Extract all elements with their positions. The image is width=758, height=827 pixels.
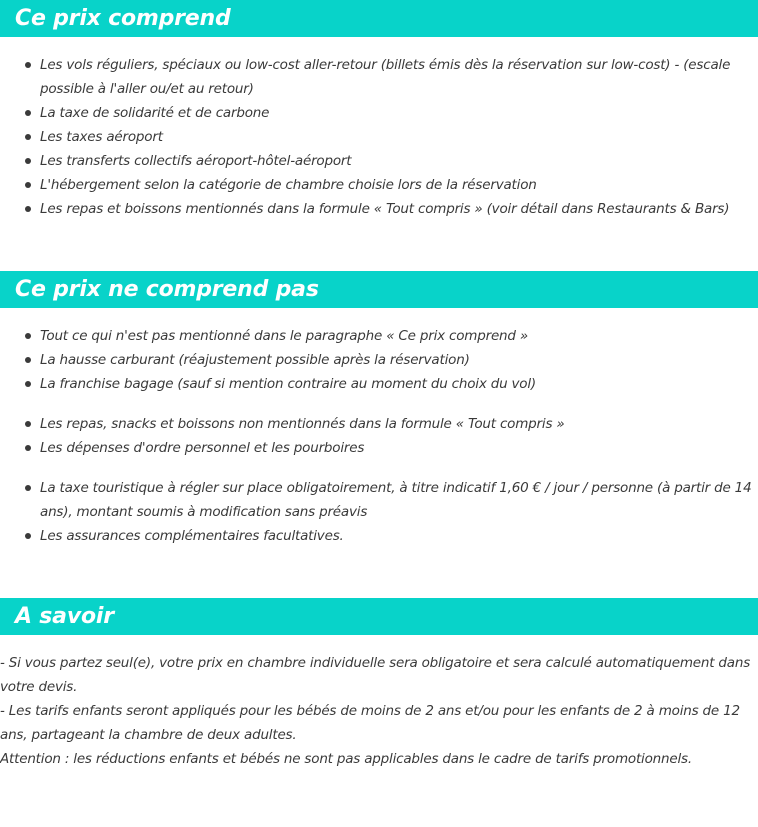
section-title: Ce prix ne comprend pas bbox=[15, 277, 319, 302]
list-item: Les repas et boissons mentionnés dans la formule « Tout compris » (voir détail dans Restaurants & Bars) bbox=[40, 197, 758, 221]
section-header-ne-comprend-pas bbox=[0, 271, 758, 308]
section-title: A savoir bbox=[15, 604, 114, 629]
list-item: L'hébergement selon la catégorie de chambre choisie lors de la réservation bbox=[40, 173, 758, 197]
info-line: - Si vous partez seul(e), votre prix en chambre individuelle sera obligatoire et sera calculé automatiquement dans votre devis. bbox=[0, 655, 751, 695]
list-item: La taxe de solidarité et de carbone bbox=[40, 101, 758, 125]
list-item: Tout ce qui n'est pas mentionné dans le paragraphe « Ce prix comprend » bbox=[40, 324, 758, 348]
list-item: Les assurances complémentaires facultatives. bbox=[40, 524, 758, 548]
list-item: La hausse carburant (réajustement possible après la réservation) bbox=[40, 348, 758, 372]
info-text bbox=[0, 651, 758, 771]
list-item: Les taxes aéroport bbox=[40, 125, 758, 149]
list-item: Les repas, snacks et boissons non mentionnés dans la formule « Tout compris » bbox=[40, 412, 758, 436]
list-item: Les vols réguliers, spéciaux ou low-cost aller-retour (billets émis dès la réservation sur low-cost) - (escale possible à l'aller ou/et au retour) bbox=[40, 53, 758, 101]
list-item: Les dépenses d'ordre personnel et les pourboires bbox=[40, 436, 758, 460]
section-comprend bbox=[0, 0, 758, 221]
section-ne-comprend-pas bbox=[0, 271, 758, 548]
info-line: - Les tarifs enfants seront appliqués pour les bébés de moins de 2 ans et/ou pour les enfants de 2 à moins de 12 ans, partageant la chambre de deux adultes. bbox=[0, 703, 740, 743]
list-item: La franchise bagage (sauf si mention contraire au moment du choix du vol) bbox=[40, 372, 758, 396]
list-item: Les transferts collectifs aéroport-hôtel-aéroport bbox=[40, 149, 758, 173]
section-header-comprend bbox=[0, 0, 758, 37]
section-a-savoir bbox=[0, 598, 758, 771]
excluded-list bbox=[0, 324, 758, 548]
info-line: Attention : les réductions enfants et bébés ne sont pas applicables dans le cadre de tarifs promotionnels. bbox=[0, 751, 692, 767]
list-item: La taxe touristique à régler sur place obligatoirement, à titre indicatif 1,60 € / jour / personne (à partir de 14 ans), montant soumis à modification sans préavis bbox=[40, 476, 758, 524]
section-header-a-savoir bbox=[0, 598, 758, 635]
included-list bbox=[0, 53, 758, 221]
section-title: Ce prix comprend bbox=[15, 6, 231, 31]
